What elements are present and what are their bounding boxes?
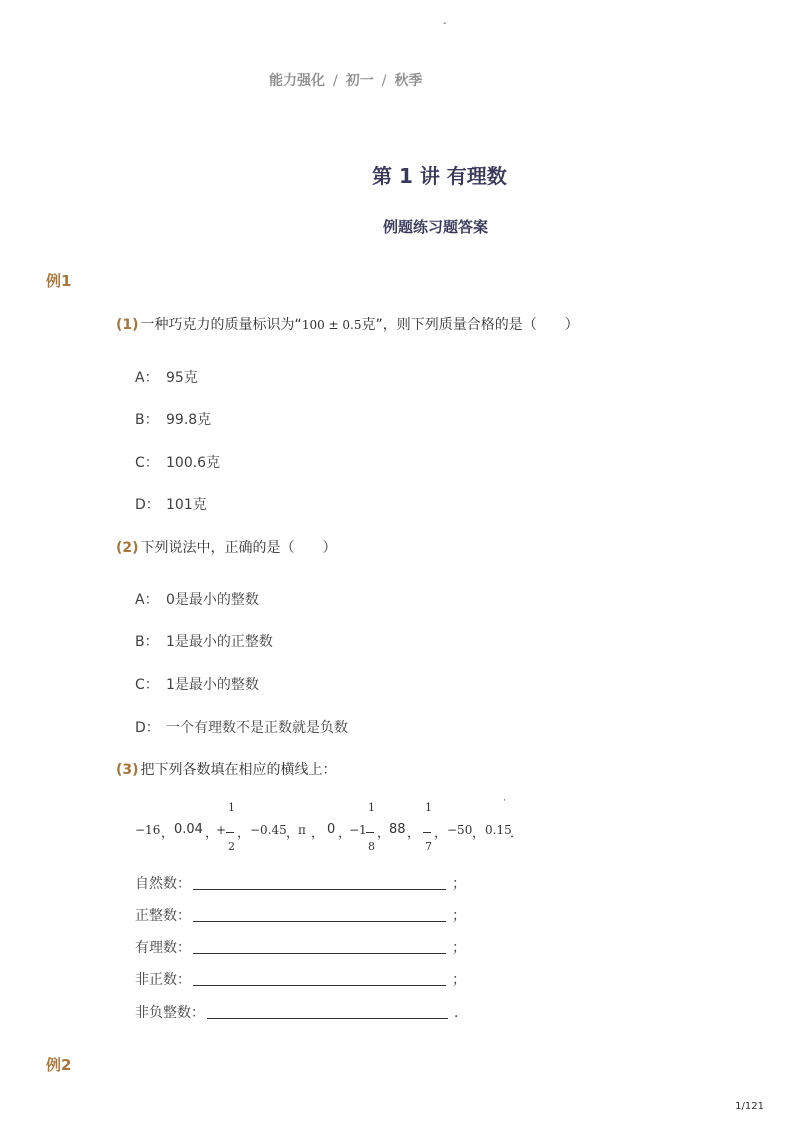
question-number: (1) <box>116 317 139 333</box>
option-d[interactable] <box>135 494 207 514</box>
fill-non-negative-integers <box>135 1002 468 1022</box>
crumb-1: 能力强化 <box>269 73 325 89</box>
answer-blank[interactable] <box>193 875 446 890</box>
option-b[interactable] <box>135 631 273 651</box>
number-list-expression <box>135 796 555 858</box>
page-number: 1/121 <box>735 1101 764 1112</box>
option-text: 1是最小的整数 <box>166 677 259 693</box>
expr-comma: ， <box>286 826 300 841</box>
expr-comma: ， <box>161 826 175 841</box>
option-label: B： <box>135 634 159 650</box>
option-text: 0是最小的整数 <box>166 592 259 608</box>
answer-blank[interactable] <box>207 1004 448 1019</box>
expr-004: 0.04 <box>174 822 203 837</box>
crumb-3: 秋季 <box>394 73 423 89</box>
fill-natural-numbers <box>135 873 466 893</box>
expr-neg1: −1 <box>349 823 367 837</box>
lecture-subtitle: 例题练习题答案 <box>383 218 489 236</box>
option-label: C： <box>135 455 159 471</box>
option-label: B： <box>135 412 159 428</box>
crumb-separator: / <box>381 73 387 89</box>
expr-comma: ， <box>472 826 486 841</box>
question-formula: 100 ± 0.5 <box>301 318 362 332</box>
repeating-decimal-dot: · <box>503 796 506 806</box>
option-d[interactable] <box>135 717 348 737</box>
answer-blank[interactable] <box>193 907 446 922</box>
example-1-label: 例1 <box>46 272 72 290</box>
fill-label: 有理数： <box>135 940 191 956</box>
option-label: A： <box>135 592 159 608</box>
expr-comma: ， <box>338 826 352 841</box>
expr-zero: 0 <box>327 822 336 837</box>
option-b[interactable] <box>135 409 211 429</box>
fill-non-positive <box>135 969 466 989</box>
option-a[interactable] <box>135 589 259 609</box>
question-number: (2) <box>116 540 139 556</box>
option-label: D： <box>135 497 160 513</box>
option-text: 95克 <box>166 370 198 386</box>
expr-comma: ， <box>434 826 448 841</box>
fill-label: 自然数： <box>135 876 191 892</box>
option-c[interactable] <box>135 674 259 694</box>
breadcrumb <box>269 70 422 90</box>
frac-seventh-bar <box>423 832 431 833</box>
fill-label: 非正数： <box>135 972 191 988</box>
question-3 <box>116 759 337 779</box>
answer-blank[interactable] <box>193 971 446 986</box>
option-c[interactable] <box>135 452 220 472</box>
option-text: 100.6克 <box>166 455 221 471</box>
fill-end: ； <box>452 940 466 956</box>
frac-eighth-bar <box>366 832 374 833</box>
frac-seventh-numerator: 1 <box>425 801 432 814</box>
expr-comma: ， <box>237 826 251 841</box>
frac-seventh-denominator: 7 <box>425 840 432 853</box>
question-text: 把下列各数填在相应的横线上： <box>140 762 337 778</box>
expr-comma: ， <box>407 826 421 841</box>
crumb-2: 初一 <box>345 73 374 89</box>
question-number: (3) <box>116 762 139 778</box>
top-mark: - <box>443 18 447 29</box>
expr-neg50: −50 <box>447 823 473 837</box>
expr-comma: ， <box>377 826 391 841</box>
expr-plus: + <box>216 823 227 837</box>
option-text: 101克 <box>166 497 207 513</box>
expr-88: 88 <box>389 822 406 837</box>
expr-neg16: −16 <box>135 823 161 837</box>
expr-end: ． <box>510 826 524 841</box>
frac-eighth-numerator: 1 <box>368 801 375 814</box>
lecture-title: 第 1 讲 有理数 <box>372 164 507 188</box>
question-text-before: 一种巧克力的质量标识为“ <box>140 317 302 333</box>
option-text: 一个有理数不是正数就是负数 <box>166 720 348 736</box>
question-1 <box>116 314 579 334</box>
fill-end: ； <box>452 876 466 892</box>
fill-rational-numbers <box>135 937 466 957</box>
question-2 <box>116 537 337 557</box>
example-2-label: 例2 <box>46 1056 72 1074</box>
fill-end: ． <box>454 1005 468 1021</box>
expr-comma: ， <box>205 826 219 841</box>
frac-eighth-denominator: 8 <box>368 840 375 853</box>
fill-label: 正整数： <box>135 908 191 924</box>
fill-end: ； <box>452 908 466 924</box>
crumb-separator: / <box>333 73 338 89</box>
option-text: 99.8克 <box>166 412 212 428</box>
frac-half-denominator: 2 <box>228 840 235 853</box>
fill-end: ； <box>452 972 466 988</box>
frac-half-numerator: 1 <box>228 801 235 814</box>
option-text: 1是最小的正整数 <box>166 634 273 650</box>
answer-blank[interactable] <box>193 939 446 954</box>
fill-label: 非负整数： <box>135 1005 205 1021</box>
option-label: D： <box>135 720 160 736</box>
question-text-after: 克”，则下列质量合格的是（ ） <box>361 317 579 333</box>
expr-pi: π <box>298 823 306 837</box>
expr-neg045: −0.45 <box>250 823 287 837</box>
option-label: A： <box>135 370 159 386</box>
option-a[interactable] <box>135 367 198 387</box>
question-text: 下列说法中，正确的是（ ） <box>140 540 337 556</box>
fill-positive-integers <box>135 905 466 925</box>
frac-half-bar <box>226 832 234 833</box>
expr-015: 0.15 <box>485 823 512 837</box>
option-label: C： <box>135 677 159 693</box>
expr-comma: ， <box>311 826 325 841</box>
